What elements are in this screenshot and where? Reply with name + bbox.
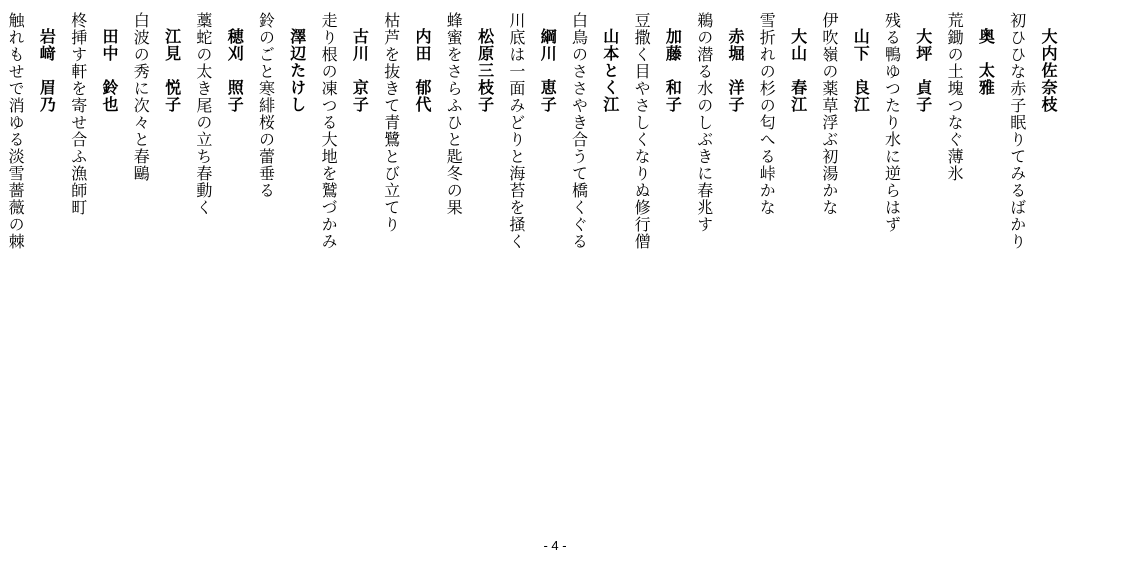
haiku-verse: 鵜の潜る水のしぶきに春兆す [694, 12, 714, 233]
poet-name: 赤堀 洋子 [726, 28, 745, 113]
haiku-verse: 藁蛇の太き尾の立ち春動く [193, 12, 213, 216]
haiku-verse: 豆撒く目やさしくなりぬ修行僧 [632, 12, 652, 250]
haiku-verse: 白鳥のささやき合うて橋くぐる [569, 12, 589, 250]
poet-name: 松原三枝子 [475, 28, 495, 113]
haiku-verse: 鈴のごと寒緋桜の蕾垂る [256, 12, 276, 199]
haiku-verse: 荒鋤の土塊つなぐ薄氷 [945, 12, 965, 182]
poet-name: 田中 鈴也 [100, 28, 119, 113]
poet-name: 綱川 恵子 [538, 28, 558, 113]
haiku-verse: 蜂蜜をさらふひと匙冬の果 [444, 12, 464, 216]
page-number: - 4 - [543, 538, 567, 553]
haiku-verse: 雪折れの杉の匂へる峠かな [757, 12, 777, 216]
poet-name: 岩﨑 眉乃 [37, 28, 57, 113]
haiku-verse: 枯芦を抜きて青鷺とび立てり [381, 12, 401, 233]
poet-name: 山本とく江 [600, 28, 620, 113]
poet-name: 古川 京子 [350, 28, 370, 113]
haiku-verse: 触れもせで消ゆる淡雪薔薇の棘 [6, 12, 26, 250]
poet-name: 加藤 和子 [663, 28, 683, 113]
poet-name: 澤辺たけし [287, 28, 307, 113]
poet-name: 大坪 貞子 [913, 28, 933, 113]
haiku-verse: 柊挿す軒を寄せ合ふ漁師町 [68, 12, 88, 216]
haiku-verse: 残る鴨ゆつたり水に逆らはず [882, 12, 902, 233]
poet-name: 奥 太雅 [976, 28, 996, 96]
haiku-verse: 白波の秀に次々と春鷗 [131, 12, 151, 182]
haiku-verse: 初ひひな赤子眠りてみるばかり [1007, 12, 1027, 250]
poet-name: 内田 郁代 [413, 28, 432, 113]
poet-name: 穂刈 照子 [225, 28, 245, 113]
poet-name: 山下 良江 [851, 28, 871, 113]
haiku-verse: 走り根の凍つる大地を鷲づかみ [319, 12, 339, 250]
poet-name: 江見 悦子 [162, 28, 182, 113]
poet-name: 大山 春江 [788, 28, 808, 113]
poet-name: 大内佐奈枝 [1039, 28, 1058, 113]
haiku-verse: 川底は一面みどりと海苔を掻く [506, 12, 526, 250]
haiku-verse: 伊吹嶺の薬草浮ぶ初湯かな [819, 12, 839, 216]
